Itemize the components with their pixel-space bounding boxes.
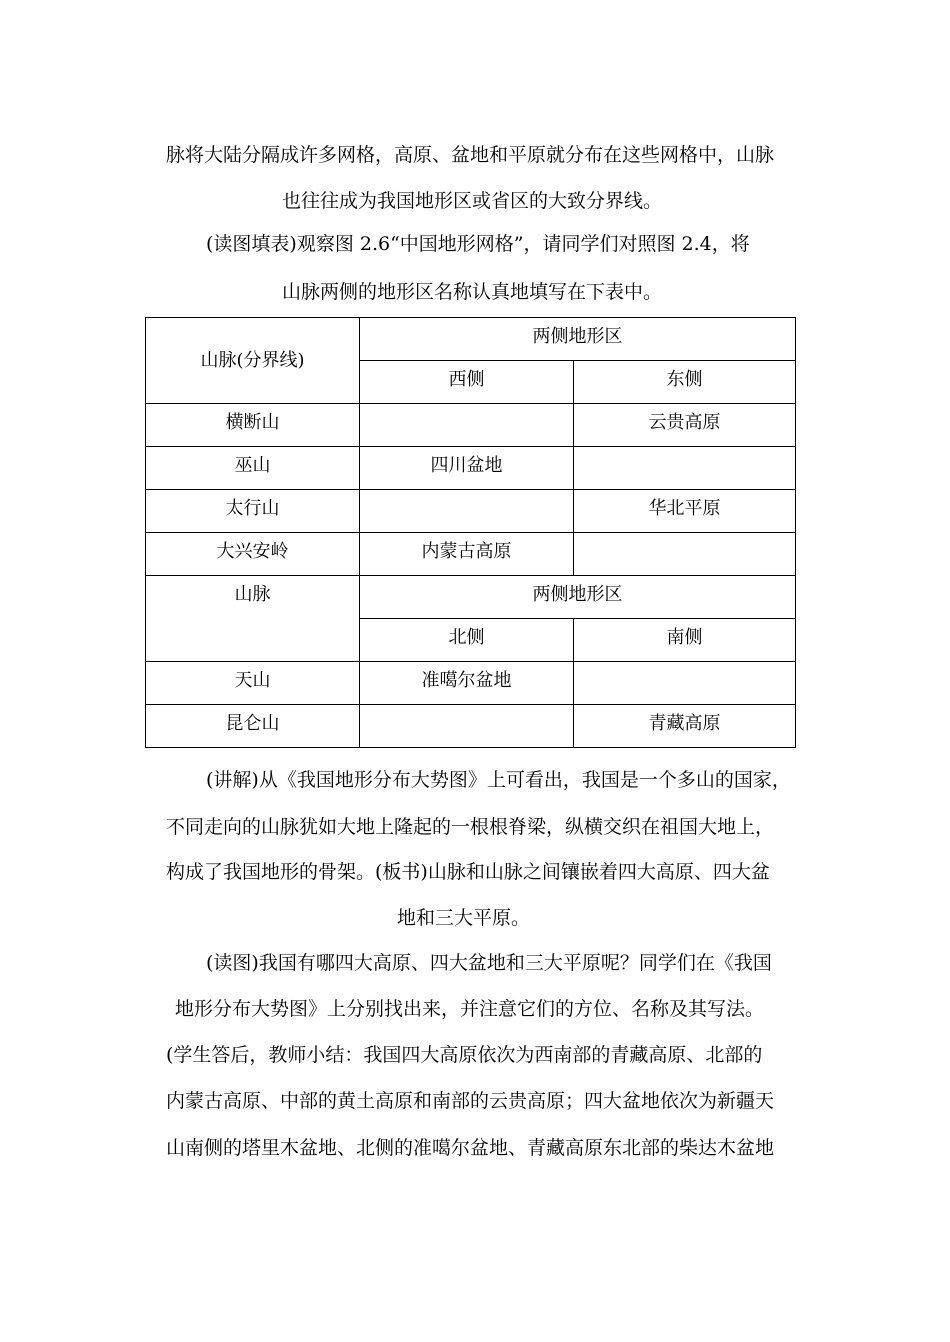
cell-west xyxy=(360,490,574,533)
cell-mountain: 横断山 xyxy=(146,404,360,447)
cell-east: 华北平原 xyxy=(574,490,796,533)
header-south: 南侧 xyxy=(574,619,796,662)
text-line: (读图)我国有哪四大高原、四大盆地和三大平原呢？同学们在《我国 xyxy=(206,952,772,974)
cell-south: 青藏高原 xyxy=(574,705,796,748)
text-line: 山南侧的塔里木盆地、北侧的准噶尔盆地、青藏高原东北部的柴达木盆地 xyxy=(166,1137,775,1159)
text-line: (讲解)从《我国地形分布大势图》上可看出，我国是一个多山的国家， xyxy=(206,769,791,791)
table-row xyxy=(146,404,796,447)
cell-north xyxy=(360,705,574,748)
text-line: 也往往成为我国地形区或省区的大致分界线。 xyxy=(282,190,663,212)
text-line: 脉将大陆分隔成许多网格，高原、盆地和平原就分布在这些网格中，山脉 xyxy=(166,144,775,166)
cell-mountain: 昆仑山 xyxy=(146,705,360,748)
table-row xyxy=(146,662,796,705)
table-row xyxy=(146,490,796,533)
cell-west: 四川盆地 xyxy=(360,447,574,490)
cell-north: 准噶尔盆地 xyxy=(360,662,574,705)
cell-west: 内蒙古高原 xyxy=(360,533,574,576)
header-east: 东侧 xyxy=(574,361,796,404)
cell-mountain: 巫山 xyxy=(146,447,360,490)
header-west: 西侧 xyxy=(360,361,574,404)
text-line: 地形分布大势图》上分别找出来，并注意它们的方位、名称及其写法。 xyxy=(175,998,765,1020)
terrain-table xyxy=(145,317,796,748)
table-row xyxy=(146,705,796,748)
header-both-sides: 两侧地形区 xyxy=(360,576,796,619)
text-line: 内蒙古高原、中部的黄土高原和南部的云贵高原；四大盆地依次为新疆天 xyxy=(166,1090,775,1112)
text-line: (学生答后，教师小结：我国四大高原依次为西南部的青藏高原、北部的 xyxy=(166,1044,763,1066)
header-mountain-divide: 山脉(分界线) xyxy=(146,318,360,404)
table-row xyxy=(146,447,796,490)
cell-south xyxy=(574,662,796,705)
text-line: 构成了我国地形的骨架。(板书)山脉和山脉之间镶嵌着四大高原、四大盆 xyxy=(166,861,770,883)
header-mountain: 山脉 xyxy=(146,576,360,662)
text-line: 不同走向的山脉犹如大地上隆起的一根根脊梁，纵横交织在祖国大地上， xyxy=(166,816,775,838)
text-line: 地和三大平原。 xyxy=(397,907,531,929)
header-both-sides: 两侧地形区 xyxy=(360,318,796,361)
text-line: (读图填表)观察图 2.6“中国地形网格”，请同学们对照图 2.4，将 xyxy=(206,233,750,255)
table-row xyxy=(146,533,796,576)
cell-east xyxy=(574,447,796,490)
cell-west xyxy=(360,404,574,447)
cell-east xyxy=(574,533,796,576)
header-north: 北侧 xyxy=(360,619,574,662)
text-line: 山脉两侧的地形区名称认真地填写在下表中。 xyxy=(282,281,663,303)
cell-east: 云贵高原 xyxy=(574,404,796,447)
cell-mountain: 太行山 xyxy=(146,490,360,533)
cell-mountain: 大兴安岭 xyxy=(146,533,360,576)
cell-mountain: 天山 xyxy=(146,662,360,705)
